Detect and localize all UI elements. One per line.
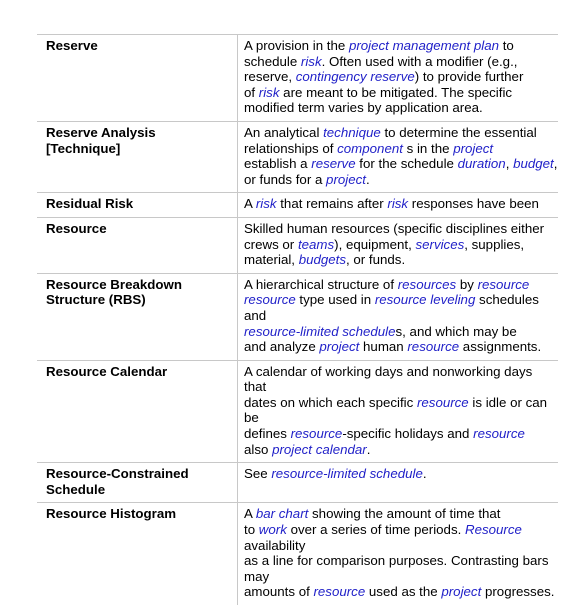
glossary-link[interactable]: teams (298, 237, 334, 252)
glossary-term: Reserve (37, 35, 238, 122)
glossary-term: Resource Calendar (37, 360, 238, 463)
glossary-link[interactable]: resource (478, 277, 530, 292)
glossary-term: Reserve Analysis [Technique] (37, 121, 238, 192)
glossary-link[interactable]: risk (301, 54, 322, 69)
glossary-row (37, 121, 558, 192)
glossary-link[interactable]: project (319, 339, 359, 354)
glossary-link[interactable]: project calendar (272, 442, 367, 457)
glossary-row (37, 217, 558, 273)
glossary-link[interactable]: project (453, 141, 493, 156)
glossary-term: Resource Breakdown Structure (RBS) (37, 273, 238, 360)
glossary-row (37, 360, 558, 463)
glossary-row (37, 273, 558, 360)
glossary-link[interactable]: resource (417, 395, 469, 410)
glossary-link[interactable]: risk (259, 85, 280, 100)
glossary-link[interactable]: reserve (311, 156, 355, 171)
glossary-term: Resource-Constrained Schedule (37, 463, 238, 503)
glossary-term: Residual Risk (37, 193, 238, 218)
glossary-link[interactable]: project management plan (349, 38, 499, 53)
glossary-link[interactable]: risk (256, 196, 277, 211)
glossary-link[interactable]: resource (407, 339, 459, 354)
glossary-link[interactable]: technique (323, 125, 381, 140)
glossary-row (37, 193, 558, 218)
glossary-link[interactable]: resource (291, 426, 343, 441)
glossary-link[interactable]: contingency reserve (296, 69, 415, 84)
glossary-link[interactable]: budgets (299, 252, 346, 267)
glossary-link[interactable]: component (337, 141, 403, 156)
glossary-link[interactable]: resource-limited schedule (271, 466, 423, 481)
glossary-term: Resource Histogram (37, 503, 238, 605)
glossary-link[interactable]: Resource (465, 522, 522, 537)
glossary-definition: A hierarchical structure of resources by resource resource type used in resource leveling schedules and resource-limited schedules, and which may be and analyze project human resource assignments. (238, 273, 559, 360)
glossary-definition: See resource-limited schedule. (238, 463, 559, 503)
glossary-link[interactable]: services (415, 237, 464, 252)
glossary-table (37, 34, 558, 605)
glossary-row (37, 463, 558, 503)
glossary-definition: A provision in the project management plan to schedule risk. Often used with a modifier (e.g., reserve, contingency reserve) to provide further of risk are meant to be mitigated. The specific modified term varies by application area. (238, 35, 559, 122)
glossary-link[interactable]: project (326, 172, 366, 187)
glossary-link[interactable]: bar chart (256, 506, 308, 521)
glossary-row (37, 503, 558, 605)
glossary-link[interactable]: budget (513, 156, 554, 171)
glossary-definition: A bar chart showing the amount of time that to work over a series of time periods. Resource availability as a line for comparison purposes. Contrasting bars may amounts of resource used as the project progresses. (238, 503, 559, 605)
glossary-link[interactable]: resource-limited schedule (244, 324, 396, 339)
glossary-definition: An analytical technique to determine the essential relationships of component s in the project establish a reserve for the schedule duration, budget, or funds for a project. (238, 121, 559, 192)
glossary-link[interactable]: resource (473, 426, 525, 441)
glossary-definition: Skilled human resources (specific disciplines either crews or teams), equipment, services, supplies, material, budgets, or funds. (238, 217, 559, 273)
glossary-link[interactable]: risk (387, 196, 408, 211)
glossary-link[interactable]: duration (458, 156, 506, 171)
glossary-row (37, 35, 558, 122)
glossary-link[interactable]: resources (398, 277, 456, 292)
glossary-definition: A calendar of working days and nonworking days that dates on which each specific resource is idle or can be defines resource-specific holidays and resource also project calendar. (238, 360, 559, 463)
glossary-link[interactable]: resource (313, 584, 365, 599)
glossary-definition: A risk that remains after risk responses have been (238, 193, 559, 218)
glossary-link[interactable]: project (441, 584, 481, 599)
glossary-link[interactable]: resource (244, 292, 296, 307)
glossary-link[interactable]: resource leveling (375, 292, 476, 307)
glossary-term: Resource (37, 217, 238, 273)
glossary-body (37, 35, 558, 605)
glossary-link[interactable]: work (259, 522, 287, 537)
